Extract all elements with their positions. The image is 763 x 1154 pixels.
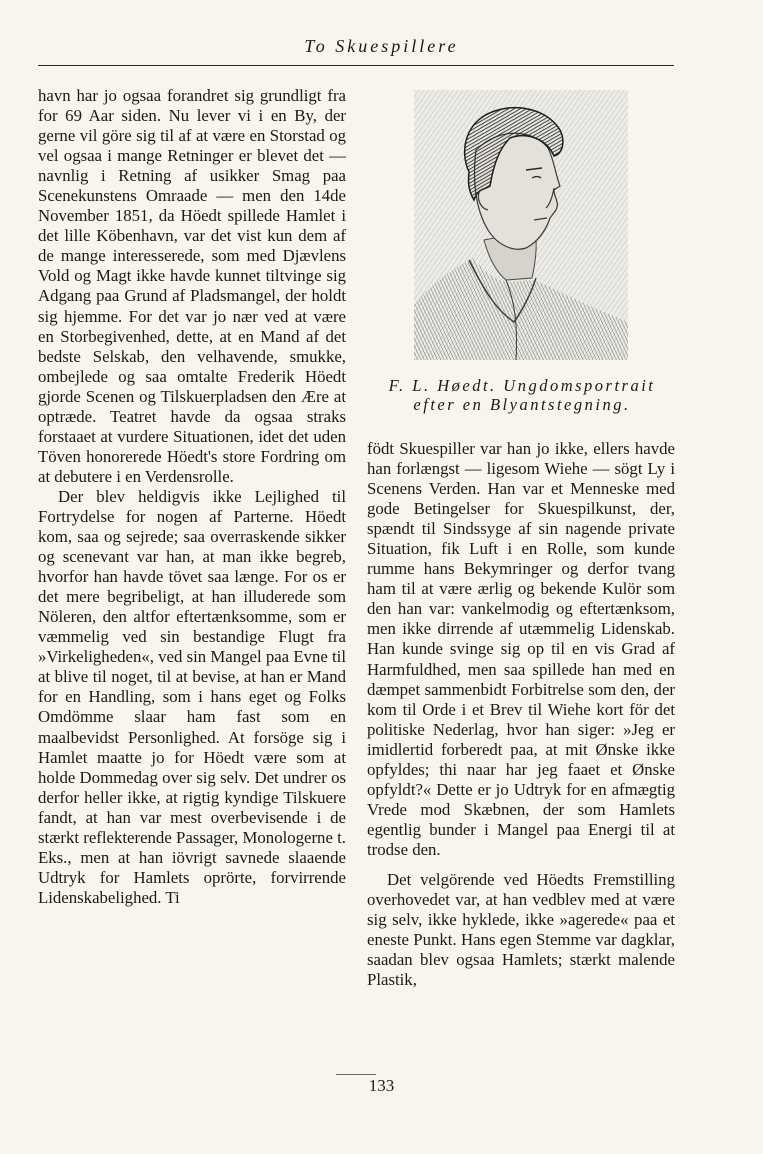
running-title: To Skuespillere [304,36,459,56]
paragraph: födt Skuespiller var han jo ikke, ellers havde han forlængst — ligesom Wiehe — sögt Ly i Scenens Verden. Han var et Menneske med gode Betingelser for Skuespilkunst, der, spændt til Sindssyge af sin nagende private Situation, fik Luft i en Rolle, som kunde rumme hans Bekymringer og derfor tvang ham til at være ærlig og bekende Kulör som den han var: vankelmodig og eftertænksom, men ikke dirrende af utæmmelig Lidenskab. Han kunde svinge sig op til en vis Grad af Harmfuldhed, men saa spillede han med en dæmpet sammenbidt Forbitrelse som den, der kom til Orde i et Brev til Wiehe kort för det politiske Nederlag, hvor han siger: »Jeg er imidlertid forberedt paa, at mit Ønske ikke opfyldes; thi naar har jeg faaet et Ønske opfyldt?« Dette er jo Udtryk for en afmægtig Vrede mod Skæbnen, der som Hamlets egentlig bunder i Mangel paa Energi til at trodse den. [367,439,675,859]
header-rule [38,65,674,66]
caption-line: F. L. Høedt. Ungdomsportrait [388,376,656,395]
pencil-portrait-drawing [414,90,628,360]
left-column [38,86,346,908]
paragraph: havn har jo ogsaa forandret sig grundligt fra for 69 Aar siden. Nu lever vi i en By, der gerne vil göre sig til af at være en Storstad og vel ogsaa i mange Retninger er blevet det — navnlig i Retning af usikker Smag paa Scenekunstens Omraade — men den 14de November 1851, da Höedt spillede Hamlet i det lille Köbenhavn, var det vist kun dem af de mange interesserede, som med Djævlens Vold og Magt ikke havde kunnet tiltvinge sig Adgang paa Grund af Pladsmangel, der holdt sig hjemme. For det var jo nær ved at være en Storbegivenhed, dette, at en Mand af det bedste Selskab, den velhavende, smukke, ombejlede og saa omtalte Frederik Höedt gjorde Scenen og Tilskuerpladsen den Ære at optræde. Teatret havde da ogsaa straks forstaaet at vurdere Situationen, idet det uden Töven honorerede Höedt's store Fordring om at debutere i en Verdensrolle. [38,86,346,486]
paragraph: Der blev heldigvis ikke Lejlighed til Fortrydelse for nogen af Parterne. Höedt kom, saa og sejrede; saa overraskende sikker og scenevant var han, at man ikke begreb, hvorfor han havde tövet saa længe. For os er det mere begribeligt, at han illuderede som Nöleren, den altfor eftertænksomme, som er væmmelig ved sin bestandige Flugt fra »Virkeligheden«, ved sin Mangel paa Evne til at blive til noget, til at bevise, at han er Mand for en Handling, som i hans eget og Folks Omdömme slaar ham fast som en maalbevidst Personlighed. At forsöge sig i Hamlet maatte jo for Höedt være som at holde Dommedag over sig selv. Det undrer os derfor heller ikke, at rigtig kyndige Tilskuere fandt, at han var mest overbevisende i de stærkt reflekterende Passager, Monologerne t. Eks., men at han iövrigt savnede slaaende Udtryk for Hamlets oprörte, forvirrende Lidenskabelighed. Ti [38,486,346,907]
footer-rule [336,1074,376,1075]
page-number: 133 [368,1076,395,1095]
figure-caption [367,376,677,414]
portrait-illustration [414,90,628,360]
paragraph: Det velgörende ved Höedts Fremstilling overhovedet var, at han vedblev med at være sig selv, ikke hyklede, ikke »agerede« paa et eneste Punkt. Hans egen Stemme var dagklar, saadan blev ogsaa Hamlets; stærkt malende Plastik, [367,869,675,990]
right-column [367,439,675,990]
caption-line: efter en Blyantstegning. [413,395,631,414]
